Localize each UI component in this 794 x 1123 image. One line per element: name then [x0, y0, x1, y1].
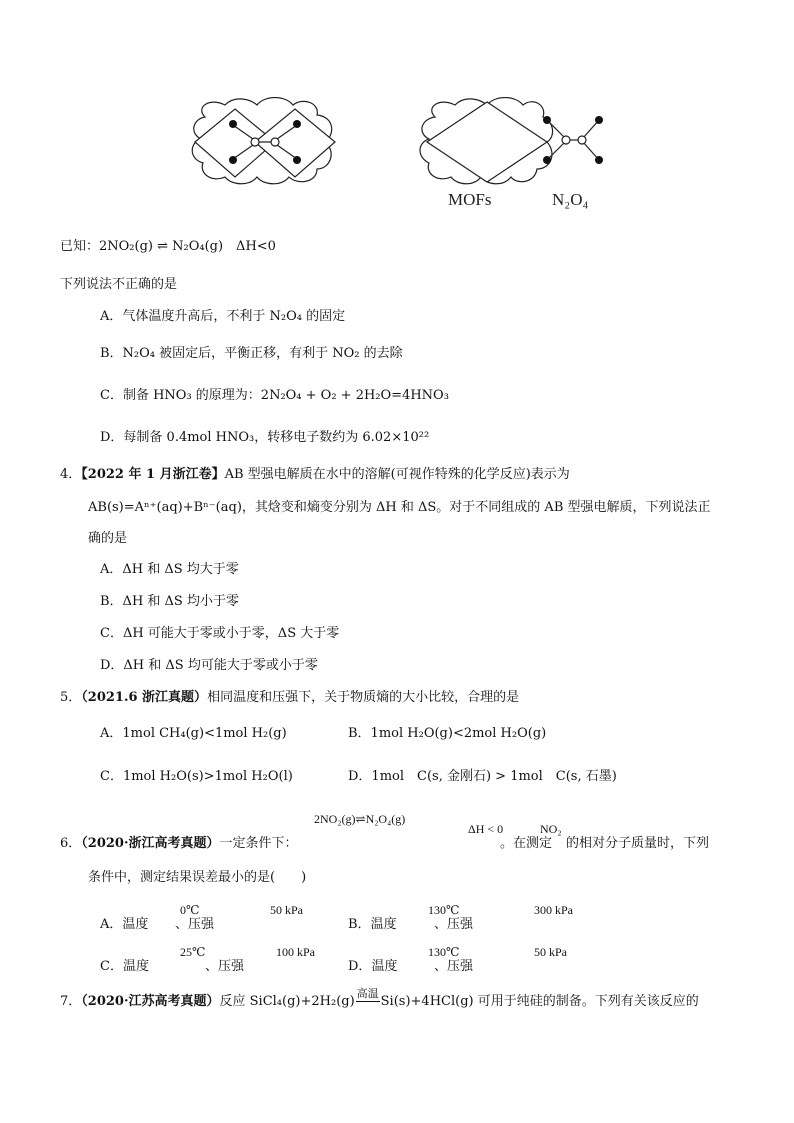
q6-option-d-press-label: 、压强 — [434, 959, 474, 974]
q7-text-b: Si(s)+4HCl(g) 可用于纯硅的制备。下列有关该反应的 — [380, 994, 699, 1009]
q6-option-a-press-label: 、压强 — [175, 917, 215, 932]
q6-option-d-press: 50 kPa — [534, 945, 567, 959]
q7-line — [60, 987, 699, 1009]
q5-option-d: D．1mol C(s, 金刚石) > 1mol C(s, 石墨) — [348, 769, 617, 784]
q3-stem: 下列说法不正确的是 — [60, 277, 178, 292]
q6-option-d-temp: 130℃ — [428, 945, 460, 959]
q4-line1 — [60, 463, 570, 482]
q7-text-a: 反应 SiCl₄(g)+2H₂(g) — [219, 994, 355, 1009]
q4-option-a: A．ΔH 和 ΔS 均大于零 — [100, 562, 239, 577]
q6-option-c — [100, 955, 149, 974]
mofs-figure-left — [185, 97, 345, 187]
q3-known: 已知：2NO₂(g) ⇌ N₂O₄(g) ΔH<0 — [60, 239, 276, 254]
q4-line2: AB(s)=Aⁿ⁺(aq)+Bⁿ⁻(aq)，其焓变和熵变分别为 ΔH 和 ΔS。对于不同组成的 AB 型强电解质，下列说法正 — [88, 500, 711, 515]
q3-option-a: A．气体温度升高后，不利于 N₂O₄ 的固定 — [100, 309, 346, 324]
q5-option-b: B．1mol H₂O(g)<2mol H₂O(g) — [348, 726, 547, 741]
q6-stem-a: 一定条件下： — [219, 836, 298, 851]
caption-mofs: MOFs — [448, 190, 492, 209]
q6-option-a — [100, 913, 148, 932]
q6-number: 6． — [60, 836, 82, 851]
q5-number: 5． — [60, 690, 82, 705]
q6-option-c-press: 100 kPa — [276, 945, 315, 959]
q3-option-d: D．每制备 0.4mol HNO₃，转移电子数约为 6.02×10²² — [100, 430, 430, 445]
q7-condition-arrow — [355, 987, 381, 1009]
q6-option-c-temp: 25℃ — [180, 945, 206, 959]
q6-stem-c: 的相对分子质量时，下列 — [566, 836, 710, 851]
q6-option-b-temp: 130℃ — [428, 903, 460, 917]
q4-number: 4． — [60, 467, 82, 482]
q6-option-d — [348, 955, 397, 974]
q4-source: 【2022 年 1 月浙江卷】 — [81, 467, 225, 482]
mofs-figure-right — [415, 97, 555, 187]
q6-option-a-temp: 0℃ — [180, 903, 200, 917]
q4-option-b: B．ΔH 和 ΔS 均小于零 — [100, 594, 239, 609]
q7-condition: 高温 — [356, 987, 379, 1000]
q4-stem: AB 型强电解质在水中的溶解(可视作特殊的化学反应)表示为 — [224, 467, 570, 482]
q5-line — [60, 686, 519, 705]
q4-line3: 确的是 — [88, 531, 128, 546]
q6-option-c-temp-label: 温度 — [122, 959, 149, 974]
q5-option-c: C．1mol H₂O(s)>1mol H₂O(l) — [100, 769, 293, 784]
q6-option-a-temp-label: 温度 — [122, 917, 149, 932]
q6-line1 — [60, 832, 298, 851]
q6-line2: 条件中，测定结果误差最小的是( ) — [88, 870, 307, 885]
q6-reaction: 2NO₂(g)⇌N₂O₄(g) — [314, 812, 406, 826]
q6-no2: NO₂ — [540, 822, 562, 836]
q4-option-c: C．ΔH 可能大于零或小于零，ΔS 大于零 — [100, 626, 340, 641]
caption-n2o4: N₂O₄ — [552, 190, 589, 209]
q6-source: （2020·浙江高考真题） — [81, 836, 220, 851]
q6-dh: ΔH < 0 — [468, 822, 504, 836]
q6-option-b-temp-label: 温度 — [370, 917, 397, 932]
q6-option-b-letter: B． — [348, 917, 371, 932]
q6-option-c-letter: C． — [100, 959, 123, 974]
n2o4-molecule — [535, 110, 615, 170]
q6-option-a-letter: A． — [100, 917, 123, 932]
q6-option-a-press: 50 kPa — [270, 903, 303, 917]
q5-source: （2021.6 浙江真题） — [81, 690, 208, 705]
q5-stem: 相同温度和压强下，关于物质熵的大小比较，合理的是 — [207, 690, 520, 705]
q3-option-b: B．N₂O₄ 被固定后，平衡正移，有利于 NO₂ 的去除 — [100, 346, 403, 361]
q6-option-b — [348, 913, 397, 932]
q5-option-a: A．1mol CH₄(g)<1mol H₂(g) — [100, 726, 287, 741]
q6-option-b-press-label: 、压强 — [434, 917, 474, 932]
q6-option-c-press-label: 、压强 — [205, 959, 245, 974]
q7-source: （2020·江苏高考真题） — [81, 994, 220, 1009]
q3-option-c: C．制备 HNO₃ 的原理为：2N₂O₄ + O₂ + 2H₂O=4HNO₃ — [100, 388, 449, 403]
q6-option-d-temp-label: 温度 — [371, 959, 398, 974]
q4-option-d: D．ΔH 和 ΔS 均可能大于零或小于零 — [100, 658, 318, 673]
q6-stem-b: 。在测定 — [500, 836, 553, 851]
q6-option-d-letter: D． — [348, 959, 372, 974]
q7-number: 7． — [60, 994, 82, 1009]
q6-option-b-press: 300 kPa — [534, 903, 573, 917]
